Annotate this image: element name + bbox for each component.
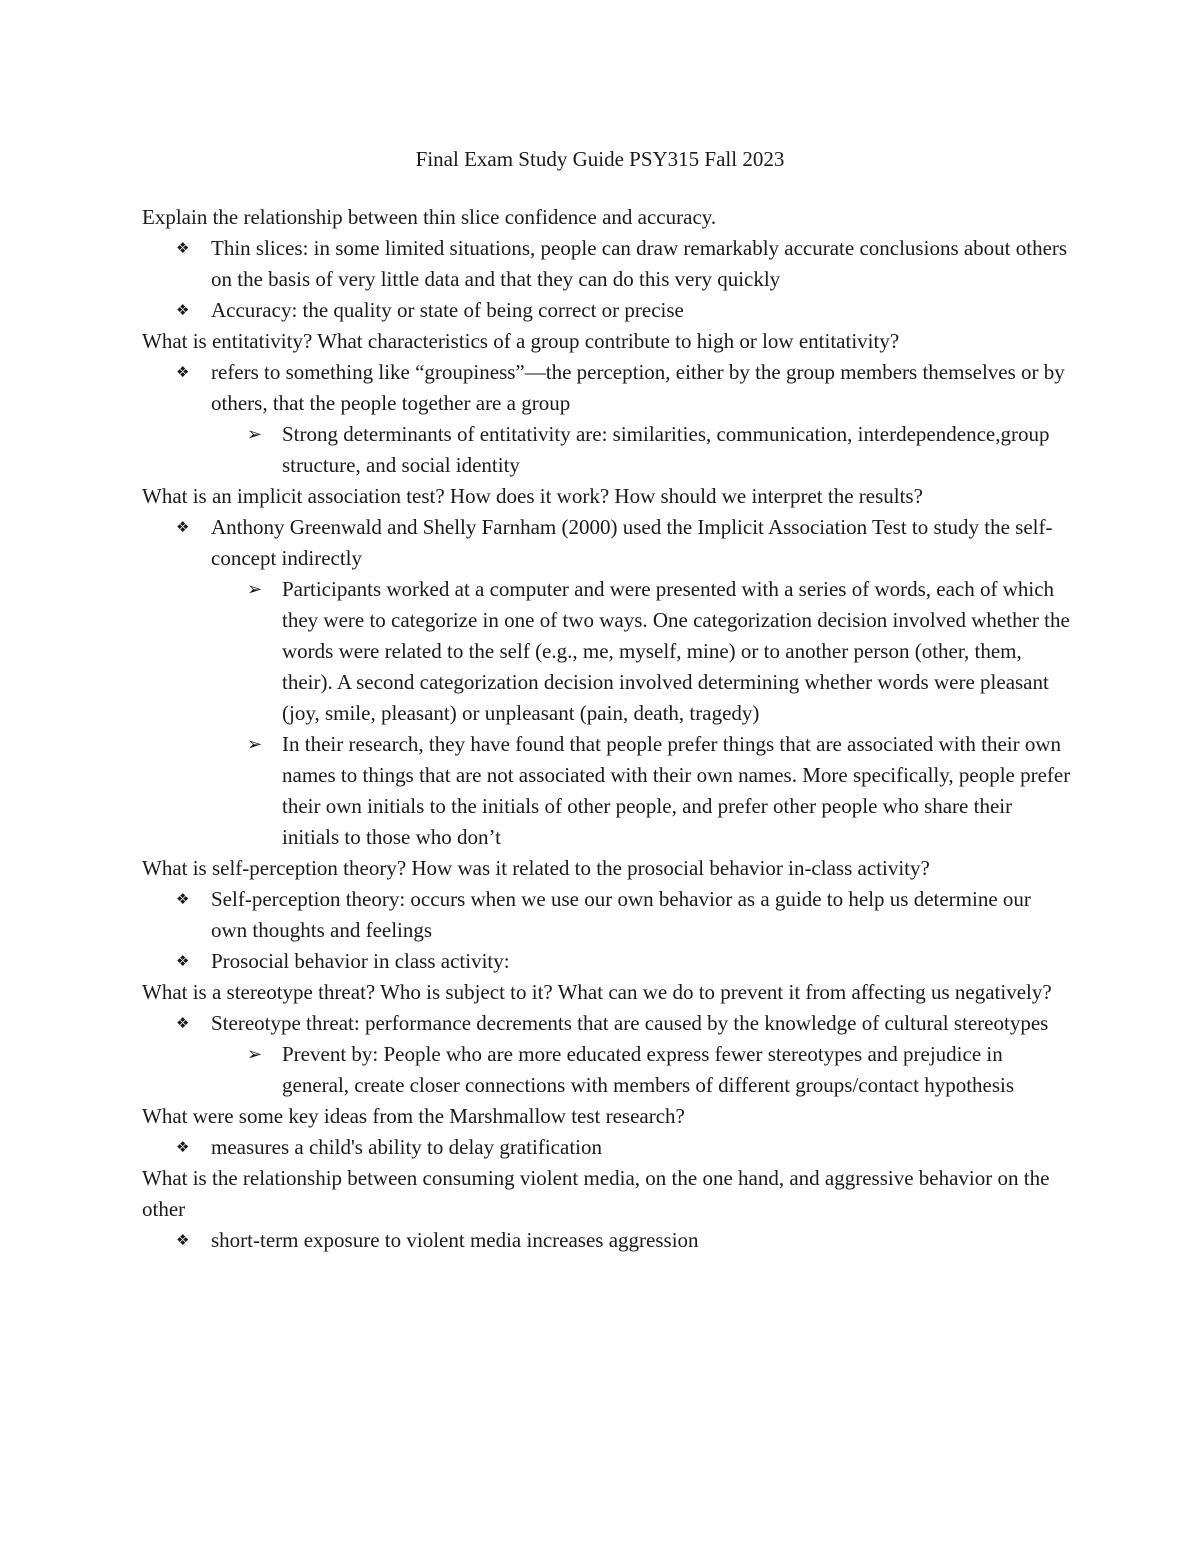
diamond-bullet-icon: ❖	[176, 952, 190, 970]
diamond-bullet-icon: ❖	[176, 239, 190, 257]
diamond-bullet-icon: ❖	[176, 1014, 190, 1032]
study-question: Explain the relationship between thin slice confidence and accuracy.	[142, 205, 717, 229]
list-item-text: Anthony Greenwald and Shelly Farnham (2000) used the Implicit Association Test to study the self-concept indirectly	[211, 515, 1053, 570]
list-item	[142, 1008, 1072, 1039]
diamond-bullet-icon: ❖	[176, 301, 190, 319]
list-item-text: refers to something like “groupiness”—the perception, either by the group members themselves or by others, that the people together are a group	[211, 360, 1065, 415]
arrowhead-bullet-icon: ➢	[247, 1044, 263, 1065]
list-item-text: Prosocial behavior in class activity:	[211, 949, 510, 973]
study-question: What is entitativity? What characteristics of a group contribute to high or low entitativity?	[142, 329, 900, 353]
list-item-text: Participants worked at a computer and were presented with a series of words, each of which they were to categorize in one of two ways. One categorization decision involved whether the words were related to the self (e.g., me, myself, mine) or to another person (other, them, their). A second categorization decision involved determining whether words were pleasant (joy, smile, pleasant) or unpleasant (pain, death, tragedy)	[282, 577, 1070, 725]
diamond-bullet-icon: ❖	[176, 1138, 190, 1156]
arrowhead-bullet-icon: ➢	[247, 579, 263, 600]
sub-list-item	[142, 574, 1072, 729]
list-item-text: Strong determinants of entitativity are: similarities, communication, interdependence,group structure, and social identity	[282, 422, 1050, 477]
study-question: What is a stereotype threat? Who is subject to it? What can we do to prevent it from affecting us negatively?	[142, 980, 1052, 1004]
list-item	[142, 357, 1072, 419]
list-item-text: Accuracy: the quality or state of being correct or precise	[211, 298, 684, 322]
list-item	[142, 512, 1072, 574]
list-item	[142, 946, 1072, 977]
list-item	[142, 295, 1072, 326]
arrowhead-bullet-icon: ➢	[247, 424, 263, 445]
list-item-text: In their research, they have found that people prefer things that are associated with their own names to things that are not associated with their own names. More specifically, people prefer their own initials to the initials of other people, and prefer other people who share their initials to those who don’t	[282, 732, 1071, 849]
arrowhead-bullet-icon: ➢	[247, 734, 263, 755]
list-item-text: Self-perception theory: occurs when we use our own behavior as a guide to help us determine our own thoughts and feelings	[211, 887, 1031, 942]
list-item	[142, 1225, 1072, 1256]
list-item-text: Thin slices: in some limited situations, people can draw remarkably accurate conclusions about others on the basis of very little data and that they can do this very quickly	[211, 236, 1068, 291]
document-body	[142, 202, 1072, 1256]
study-question: What is self-perception theory? How was it related to the prosocial behavior in-class activity?	[142, 856, 930, 880]
list-item	[142, 884, 1072, 946]
list-item-text: measures a child's ability to delay gratification	[211, 1135, 602, 1159]
document-title: Final Exam Study Guide PSY315 Fall 2023	[415, 147, 785, 171]
list-item	[142, 1132, 1072, 1163]
diamond-bullet-icon: ❖	[176, 363, 190, 381]
list-item-text: Stereotype threat: performance decrements that are caused by the knowledge of cultural stereotypes	[211, 1011, 1049, 1035]
diamond-bullet-icon: ❖	[176, 1231, 190, 1249]
list-item	[142, 233, 1072, 295]
list-item-text: Prevent by: People who are more educated express fewer stereotypes and prejudice in general, create closer connections with members of different groups/contact hypothesis	[282, 1042, 1015, 1097]
study-question: What is the relationship between consuming violent media, on the one hand, and aggressive behavior on the other	[142, 1166, 1050, 1221]
list-item-text: short-term exposure to violent media increases aggression	[211, 1228, 699, 1252]
diamond-bullet-icon: ❖	[176, 890, 190, 908]
sub-list-item	[142, 1039, 1072, 1101]
sub-list-item	[142, 419, 1072, 481]
study-question: What were some key ideas from the Marshmallow test research?	[142, 1104, 685, 1128]
diamond-bullet-icon: ❖	[176, 518, 190, 536]
study-question: What is an implicit association test? How does it work? How should we interpret the results?	[142, 484, 923, 508]
sub-list-item	[142, 729, 1072, 853]
